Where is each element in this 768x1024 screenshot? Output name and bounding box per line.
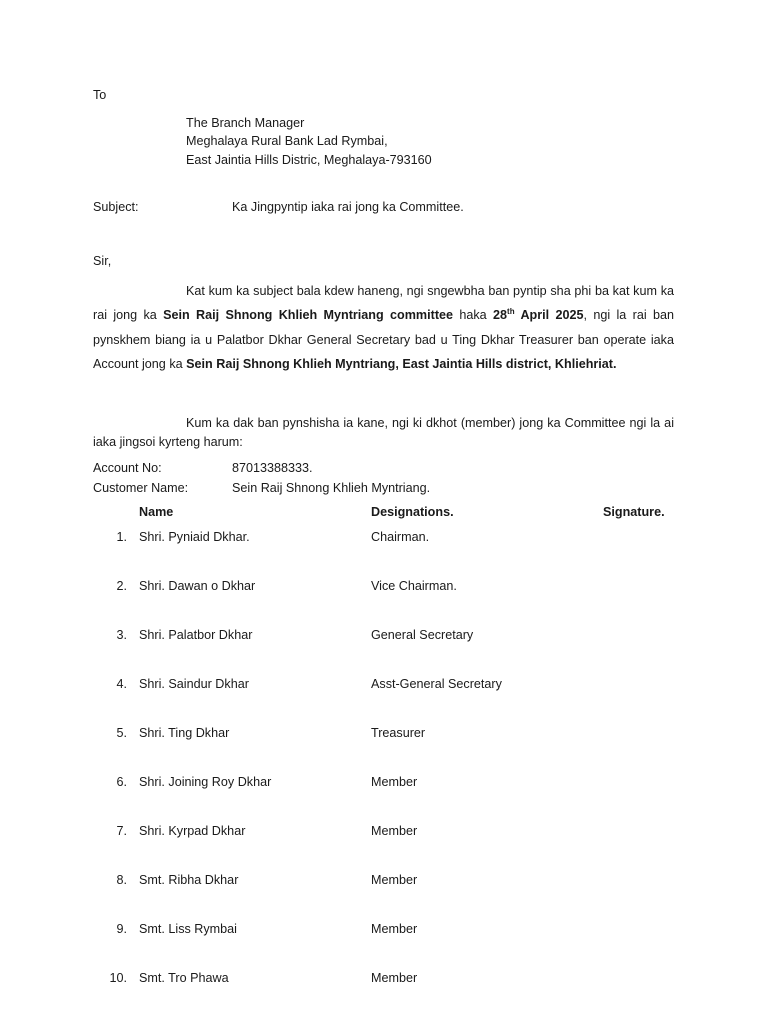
date-day: 28 [493,308,508,323]
customer-name-value: Sein Raij Shnong Khlieh Myntriang. [232,481,431,495]
body-paragraph-2: Kum ka dak ban pynshisha ia kane, ngi ki dkhot (member) jong ka Committee ngi la ai iaka jingsoi kyrteng harum: [93,416,674,449]
row-number: 3. [116,628,127,642]
member-name: Shri. Ting Dkhar [139,726,230,740]
to-line: To [93,88,107,102]
date-suffix: th [507,307,515,317]
table-row [0,579,768,599]
row-number: 10. [109,971,127,985]
row-number: 1. [116,530,127,544]
committee-name: Sein Raij Shnong Khlieh Myntriang committee [163,308,454,323]
column-header-designation: Designations. [371,505,454,519]
row-number: 7. [116,824,127,838]
meeting-date [493,308,584,322]
member-name: Shri. Saindur Dkhar [139,677,249,691]
member-designation: Asst-General Secretary [371,677,502,691]
address-line-1: The Branch Manager [186,116,305,130]
member-name: Smt. Liss Rymbai [139,922,237,936]
member-name: Shri. Dawan o Dkhar [139,579,256,593]
member-designation: Vice Chairman. [371,579,457,593]
column-header-signature: Signature. [603,505,665,519]
address-line-2: Meghalaya Rural Bank Lad Rymbai, [186,134,388,148]
salutation: Sir, [93,254,112,268]
subject-label: Subject: [93,200,139,214]
member-name: Shri. Kyrpad Dkhar [139,824,246,838]
member-designation: Member [371,971,418,985]
row-number: 4. [116,677,127,691]
member-designation: Member [371,873,418,887]
address-line-3: East Jaintia Hills Distric, Meghalaya-793160 [186,153,432,167]
member-designation: Treasurer [371,726,426,740]
account-holder-name: Sein Raij Shnong Khlieh Myntriang, East Jaintia Hills district, Khliehriat. [186,357,617,372]
para1-text-3: , ngi la rai ban pynskhem biang ia u Palatbor Dkhar General Secretary bad u Ting Dkhar Treasurer ban operate iaka Account jong ka [93,308,674,372]
table-row [0,922,768,942]
member-name: Shri. Joining Roy Dkhar [139,775,272,789]
member-designation: Member [371,824,418,838]
table-row [0,677,768,697]
table-row [0,775,768,795]
table-row [0,628,768,648]
member-name: Smt. Ribha Dkhar [139,873,239,887]
date-month-year: April 2025 [514,308,584,323]
table-row [0,873,768,893]
table-row [0,824,768,844]
body-paragraph-1 [93,279,674,377]
member-designation: Member [371,922,418,936]
row-number: 9. [116,922,127,936]
table-row [0,971,768,991]
member-designation: General Secretary [371,628,474,642]
para1-text-2: haka [453,308,494,323]
subject-text: Ka Jingpyntip iaka rai jong ka Committee. [232,200,464,214]
row-number: 6. [116,775,127,789]
member-name: Shri. Palatbor Dkhar [139,628,253,642]
row-number: 2. [116,579,127,593]
row-number: 5. [116,726,127,740]
para1-text-1: Kat kum ka subject bala kdew haneng, ngi sngewbha ban pyntip sha phi ba kat kum ka rai jong ka [93,284,674,323]
member-name: Smt. Tro Phawa [139,971,229,985]
customer-name-label: Customer Name: [93,481,189,495]
member-designation: Member [371,775,418,789]
account-no-value: 87013388333. [232,461,313,475]
row-number: 8. [116,873,127,887]
member-name: Shri. Pyniaid Dkhar. [139,530,250,544]
table-row [0,726,768,746]
column-header-name: Name [139,505,174,519]
account-no-label: Account No: [93,461,162,475]
member-designation: Chairman. [371,530,430,544]
table-row [0,530,768,550]
